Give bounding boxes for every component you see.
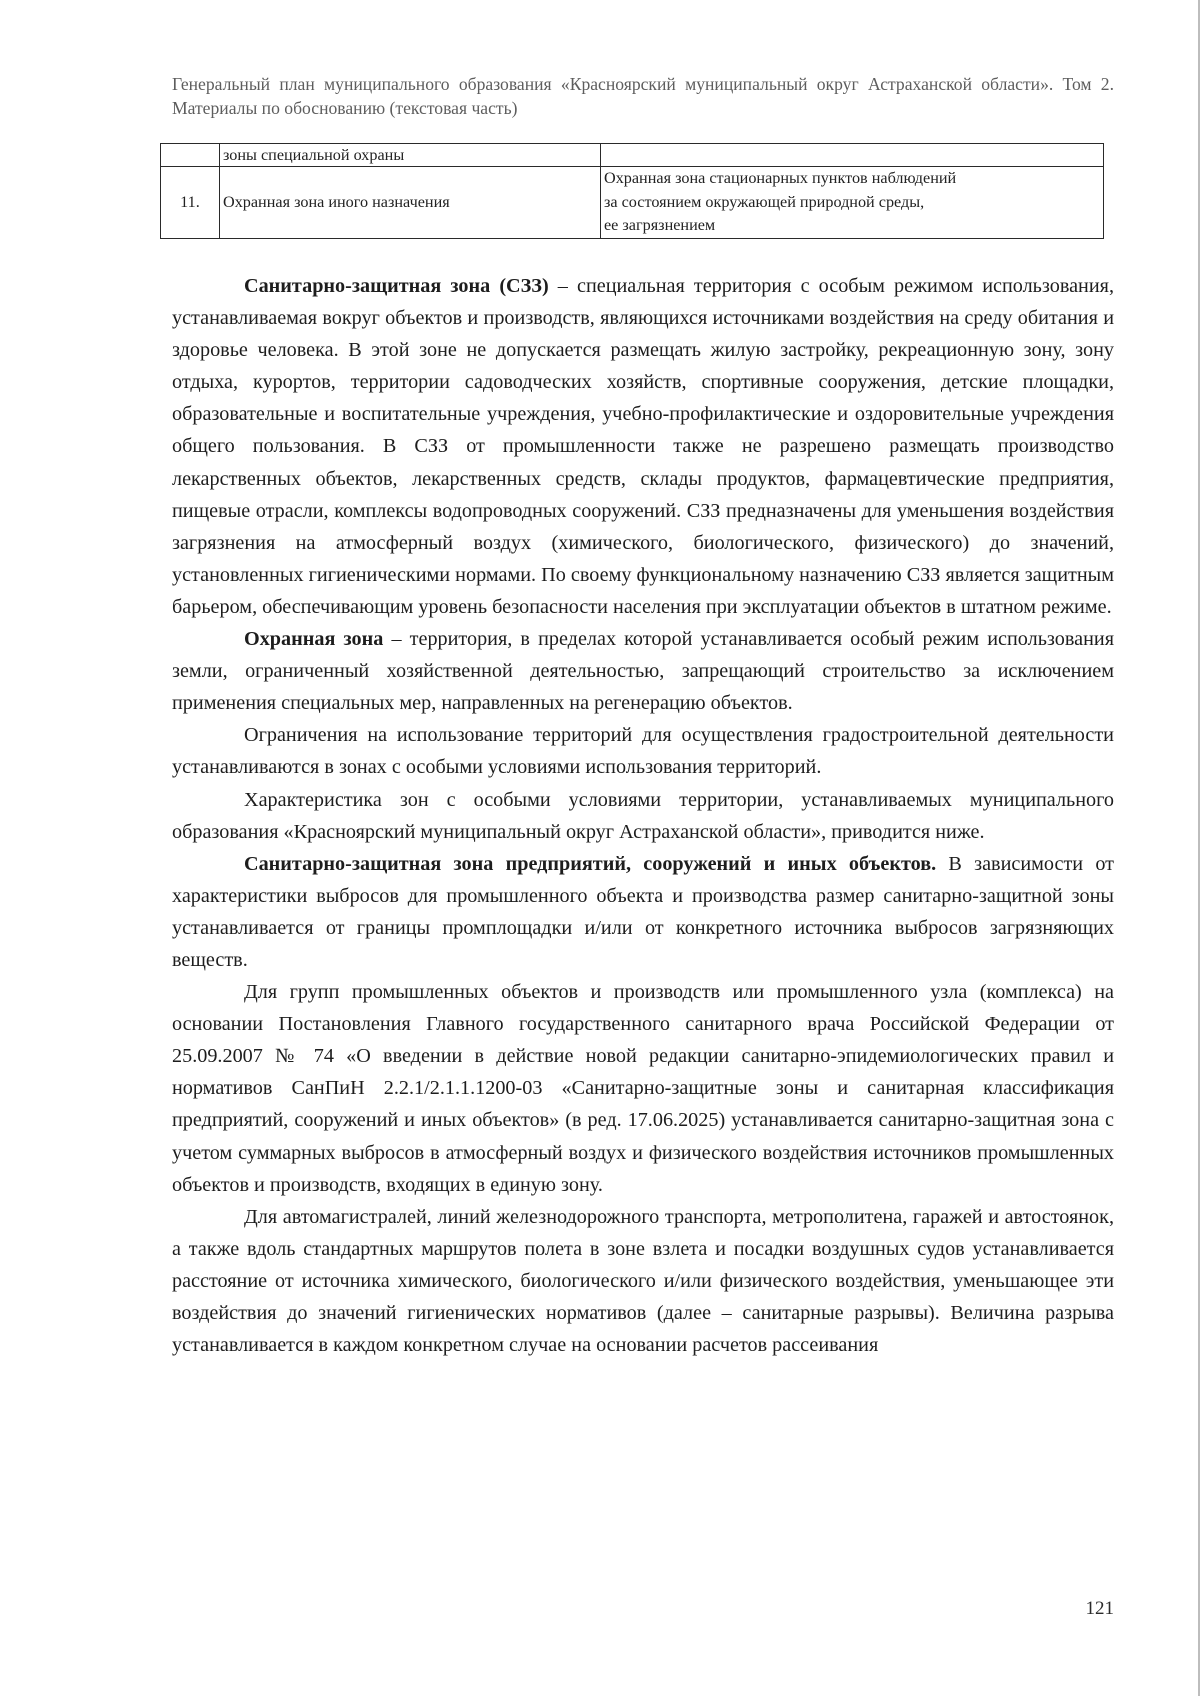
- paragraph-enterprise-szz: [172, 848, 1114, 976]
- paragraph-characteristics: [172, 784, 1114, 848]
- paragraph-protection-zone: [172, 623, 1114, 719]
- running-header: Генеральный план муниципального образования «Красноярский муниципальный округ Астраханской области». Том 2. Материалы по обоснованию (текстовая часть): [172, 74, 1114, 118]
- paragraph-text: – специальная территория с особым режимом использования, устанавливаемая вокруг объектов и производств, являющихся источниками воздействия на среду обитания и здоровье человека. В этой зоне не допускается размещать жилую застройку, рекреационную зону, зону отдыха, курортов, территории садоводческих хозяйств, спортивные сооружения, детские площадки, образовательные и воспитательные учреждения, учебно-профилактические и оздоровительные учреждения общего пользования. В СЗЗ от промышленности также не разрешено размещать производство лекарственных объектов, лекарственных средств, склады продуктов, фармацевтические предприятия, пищевые отрасли, комплексы водопроводных сооружений. СЗЗ предназначены для уменьшения воздействия загрязнения на атмосферный воздух (химического, биологического, физического) до значений, установленных гигиеническими нормами. По своему функциональному назначению СЗЗ является защитным барьером, обеспечивающим уровень безопасности населения при эксплуатации объектов в штатном режиме.: [172, 275, 1114, 618]
- paragraph-text: Для автомагистралей, линий железнодорожного транспорта, метрополитена, гаражей и автостоянок, а также вдоль стандартных маршрутов полета в зоне взлета и посадки воздушных судов устанавливается расстояние от источника химического, биологического и/или физического воздействия, уменьшающее эти воздействия до значений гигиенических нормативов (далее – санитарные разрывы). Величина разрыва устанавливается в каждом конкретном случае на основании расчетов рассеивания: [172, 1205, 1114, 1357]
- paragraph-text: – территория, в пределах которой устанавливается особый режим использования земли, ограниченный хозяйственной деятельностью, запрещающий строительство за исключением применения специальных мер, направленных на регенерацию объектов.: [172, 628, 1114, 715]
- paragraph-szz-definition: [172, 270, 1114, 623]
- paragraph-text: Характеристика зон с особыми условиями территории, устанавливаемых муниципального образования «Красноярский муниципальный округ Астраханской области», приводится ниже.: [172, 788, 1114, 843]
- term-bold: Санитарно-защитная зона (СЗЗ): [244, 275, 549, 297]
- description-line: за состоянием окружающей природной среды,: [604, 192, 925, 211]
- table-row: [161, 167, 1104, 239]
- table-cell-zone-name: зоны специальной охраны: [220, 144, 601, 167]
- table-row: [161, 144, 1104, 167]
- description-line: Охранная зона стационарных пунктов наблюдений: [604, 169, 957, 187]
- body-text: [172, 270, 1114, 1361]
- table-cell-description: [601, 167, 1104, 239]
- paragraph-industrial-groups: [172, 976, 1114, 1201]
- table-cell-description: [601, 144, 1104, 167]
- paragraph-text: Ограничения на использование территорий для осуществления градостроительной деятельности устанавливаются в зонах с особыми условиями использования территорий.: [172, 724, 1114, 779]
- paragraph-restrictions: [172, 719, 1114, 783]
- zones-table: [160, 143, 1104, 239]
- table-cell-zone-name: Охранная зона иного назначения: [220, 167, 601, 239]
- page-number: 121: [1085, 1598, 1114, 1619]
- description-line: ее загрязнением: [604, 216, 716, 234]
- paragraph-text: В зависимости от характеристики выбросов для промышленного объекта и производства размер санитарно-защитной зоны устанавливается от границы промплощадки и/или от конкретного источника выбросов загрязняющих веществ.: [172, 852, 1114, 971]
- paragraph-sanitary-gaps: [172, 1201, 1114, 1361]
- paragraph-text: Для групп промышленных объектов и производств или промышленного узла (комплекса) на основании Постановления Главного государственного санитарного врача Российской Федерации от 25.09.2007 № 74 «О введении в действие новой редакции санитарно-эпидемиологических правил и нормативов СанПиН 2.2.1/2.1.1.1200-03 «Санитарно-защитные зоны и санитарная классификация предприятий, сооружений и иных объектов» (в ред. 17.06.2025) устанавливается санитарно-защитная зона с учетом суммарных выбросов в атмосферный воздух и физического воздействия источников промышленных объектов и производств, входящих в единую зону.: [172, 981, 1114, 1196]
- term-bold: Санитарно-защитная зона предприятий, сооружений и иных объектов.: [244, 852, 937, 875]
- table-cell-number: [161, 144, 220, 167]
- table-cell-number: 11.: [161, 167, 220, 239]
- term-bold: Охранная зона: [244, 628, 384, 651]
